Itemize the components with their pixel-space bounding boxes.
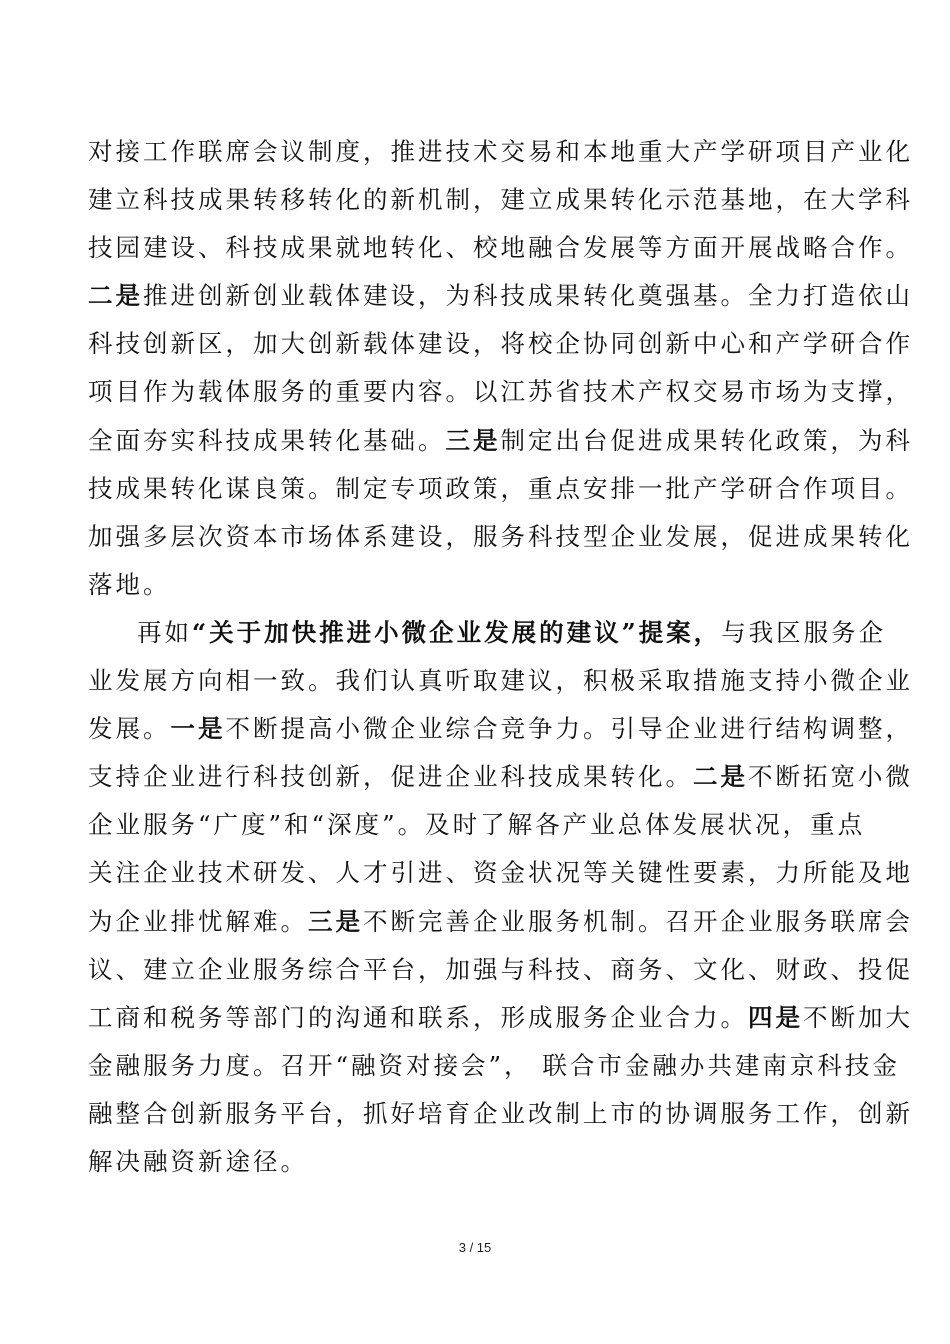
text-line [88, 320, 913, 368]
text-line [88, 801, 868, 849]
text-run: 不断拓宽小微 [748, 762, 913, 792]
text-line [88, 417, 913, 465]
text-run: 支持企业进行科技创新，促进企业科技成果转化。 [88, 762, 693, 792]
text-run: 工商和税务等部门的沟通和联系，形成服务企业合力。 [88, 1002, 748, 1032]
text-run: 对接工作联席会议制度，推进技术交易和本地重大产学研项目产业化 [88, 137, 913, 166]
text-line [88, 1138, 868, 1186]
text-run: 落地。 [88, 569, 171, 599]
document-body [88, 128, 913, 1186]
text-run: 与我区服务企 [721, 617, 887, 647]
text-run: 科技创新区，加大创新载体建设，将校企协同创新中心和产学研合作 [88, 329, 913, 359]
text-run: 业发展方向相一致。我们认真听取建议，积极采取措施支持小微企业 [88, 666, 913, 696]
enumeration-marker: 三是 [445, 425, 501, 455]
enumeration-marker: 二是 [693, 762, 748, 792]
enumeration-marker: 一是 [170, 714, 226, 744]
text-run: 加强多层次资本市场体系建设，服务科技型企业发展，促进成果转化 [88, 521, 913, 551]
text-line [88, 898, 913, 946]
text-run: 全面夯实科技成果转化基础。 [88, 425, 446, 455]
page-number: 3 / 15 [458, 1240, 492, 1255]
enumeration-marker: 四是 [748, 1002, 803, 1032]
text-run: 发展。 [88, 714, 171, 744]
text-run: 技成果转化谋良策。制定专项政策，重点安排一批产学研合作项目。 [88, 473, 913, 503]
text-line [88, 176, 913, 224]
text-run: 关注企业技术研发、人才引进、资金状况等关键性要素，力所能及地 [88, 858, 913, 888]
text-line [88, 705, 913, 753]
text-line [88, 368, 913, 416]
text-run: 推进创新创业载体建设，为科技成果转化奠强基。全力打造依山 [143, 281, 913, 311]
enumeration-marker: 三是 [308, 906, 363, 936]
text-line [88, 272, 913, 320]
text-run: 不断加大 [803, 1002, 913, 1032]
text-line [88, 657, 913, 705]
text-run: 技园建设、科技成果就地转化、校地融合发展等方面开展战略合作。 [88, 233, 913, 263]
text-run: 制定出台促进成果转化政策，为科 [500, 425, 913, 455]
text-run: 融整合创新服务平台，抓好培育企业改制上市的协调服务工作，创新 [88, 1098, 913, 1128]
text-run: 企业服务“广度”和“深度”。及时了解各产业总体发展状况，重点 [88, 810, 866, 840]
proposal-title: “关于加快推进小微企业发展的建议”提案， [192, 617, 722, 647]
text-line [88, 1090, 913, 1138]
text-line [88, 849, 913, 897]
text-run: 议、建立企业服务综合平台，加强与科技、商务、文化、财政、投促 [88, 954, 913, 984]
text-line [88, 513, 913, 561]
text-run: 建立科技成果转移转化的新机制，建立成果转化示范基地，在大学科 [88, 185, 913, 215]
text-run: 项目作为载体服务的重要内容。以江苏省技术产权交易市场为支撑， [88, 377, 913, 407]
text-line [88, 128, 913, 176]
text-line [88, 994, 913, 1042]
text-run: 再如 [137, 617, 192, 647]
enumeration-marker: 二是 [88, 281, 143, 311]
paragraph-start-line [88, 609, 887, 657]
text-line [88, 1042, 900, 1090]
text-run: 不断提高小微企业综合竞争力。引导企业进行结构调整， [225, 714, 913, 744]
text-line [88, 753, 913, 801]
text-line [88, 946, 913, 994]
text-run: 金融服务力度。召开“融资对接会”， 联合市金融办共建南京科技金 [88, 1050, 900, 1080]
text-run: 为企业排忧解难。 [88, 906, 308, 936]
text-run: 不断完善企业服务机制。召开企业服务联席会 [363, 906, 913, 936]
text-line [88, 465, 913, 513]
text-line [88, 561, 868, 609]
text-run: 解决融资新途径。 [88, 1146, 308, 1176]
text-line [88, 224, 913, 272]
